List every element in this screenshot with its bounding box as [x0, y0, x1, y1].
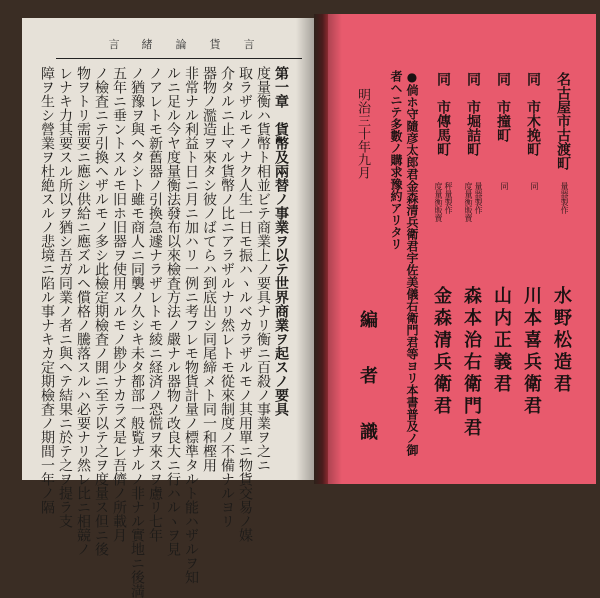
text-column-11: ノ檢査ニテ引換ヘザルモノ多シ此檢定期檢査ノ開ニ至テ以テ之ヲ度量ス但ニ後 [93, 66, 109, 556]
text-column-3: 取ラザルモノナク人生一日モ振ハヽルベカラザルモノ其用單ニ物貨交易ノ媒 [237, 66, 253, 542]
header-char: 緒 [141, 38, 154, 51]
header-char: 言 [243, 38, 256, 51]
text-column-4: 介タルニ止マル貨幣ノ比ニアラザルナリ然レトモ從來制度ノ不備ナルヨリ [219, 66, 235, 528]
running-header [82, 36, 282, 52]
text-column-6: 非常ナル利益ト日ニ月ニ加ハリ一例ニ考フレモ物貨計量ノ標準タルト能ハザルヲ知 [183, 66, 199, 584]
maker-name: 山内正義君 [491, 286, 512, 396]
text-column-13: レナキ力其要スル所以ヲ猶シ吾ガ同業ノ者ニ與ヘテ結果ニ於テ之ヲ提ラ支 [57, 66, 73, 528]
maker-name: 森本治右衛門君 [461, 286, 482, 440]
maker-role: 量器製作 [474, 182, 483, 214]
maker-name: 水野松造君 [551, 286, 572, 396]
maker-role: 同 [500, 182, 509, 190]
maker-role: 秤量製作 [444, 182, 453, 214]
left-page [22, 18, 314, 598]
maker-role: 度量衡販賣 [464, 182, 473, 222]
right-page [328, 14, 596, 484]
maker-address: 同 市木挽町 [525, 72, 541, 156]
text-column-2: 度量衡ハ貨幣ト相並ビテ商業上ノ要具ナリ衡ニ百殺ノ事業ヲ之ニ [255, 66, 271, 472]
maker-address: 同 市傳馬町 [435, 72, 451, 156]
maker-role: 量器製作 [560, 182, 569, 214]
text-column-12: 物ヲトリ需要ニ應シ供給ニ應ズルヘ償格ノ騰落スルハ必要ナリ然レ比ニ相競ノ [75, 66, 91, 556]
maker-role: 同 [530, 182, 539, 190]
text-column-7: ルニ足ル今ヤ度量衡法發布以來檢査方法ノ嚴ナル器物ノ改良大ニ行ハルヽヲ見 [165, 66, 181, 556]
text-column-9: ノ猶豫ヲ與ヘタシト雖モ商人ニ同襲ノ久シキ未タ都部一般覧ナルノ非ナル實地ニ後満 [129, 66, 145, 598]
maker-address: 同 市堀詰町 [465, 72, 481, 156]
header-mark-left: 言 [108, 38, 120, 51]
maker-name: 川本喜兵衛君 [521, 286, 542, 418]
subscription-note-line-2: 者ヘニテ多數ノ購求豫約アリタリ [389, 70, 403, 250]
book-gutter [314, 14, 328, 484]
maker-address: 同 市撞町 [495, 72, 511, 142]
maker-address: 名古屋市古渡町 [555, 72, 571, 170]
header-rule [56, 58, 302, 59]
maker-role: 度量衡販賣 [434, 182, 443, 222]
text-column-8: ノアレトモ新舊器ノ引換急遽ナラザレトモ綾ニ経済ノ恐慌ヲ來スヲ慮リ七年 [147, 66, 163, 542]
text-column-5: 器物ノ濫造ヲ來タシ彼ノばてらハ到底出シ同尾締メト同一和樫用 [201, 66, 217, 472]
editor-signature: 編 者 識 [357, 310, 378, 450]
header-char: 貨 [209, 38, 222, 51]
text-column-10: 五年ニ垂ントスルモ旧ホ旧器ヲ使用スルモノ尠少ナカラズ是レ吾儕ノ所載月 [111, 66, 127, 542]
header-char: 論 [175, 38, 188, 51]
publication-date: 明治三十年九月 [355, 88, 370, 179]
text-column-1: 第一章 貨幣及兩替ノ事業ヲ以テ世界商業ヲ起スノ要具 [273, 66, 289, 416]
subscription-note-line-1: ●倘ホ守隨彦太郎君金森清兵衛君宇佐美儀右衛門君等ヨリ本書普及ノ御 [405, 70, 419, 456]
maker-name: 金森清兵衛君 [431, 286, 452, 418]
text-column-14: 障ヲ生シ營業ヲ杜絶スルノ悲境ニ陷ル事ナキカ定期檢査ノ期間一年ノ隔 [39, 66, 55, 514]
